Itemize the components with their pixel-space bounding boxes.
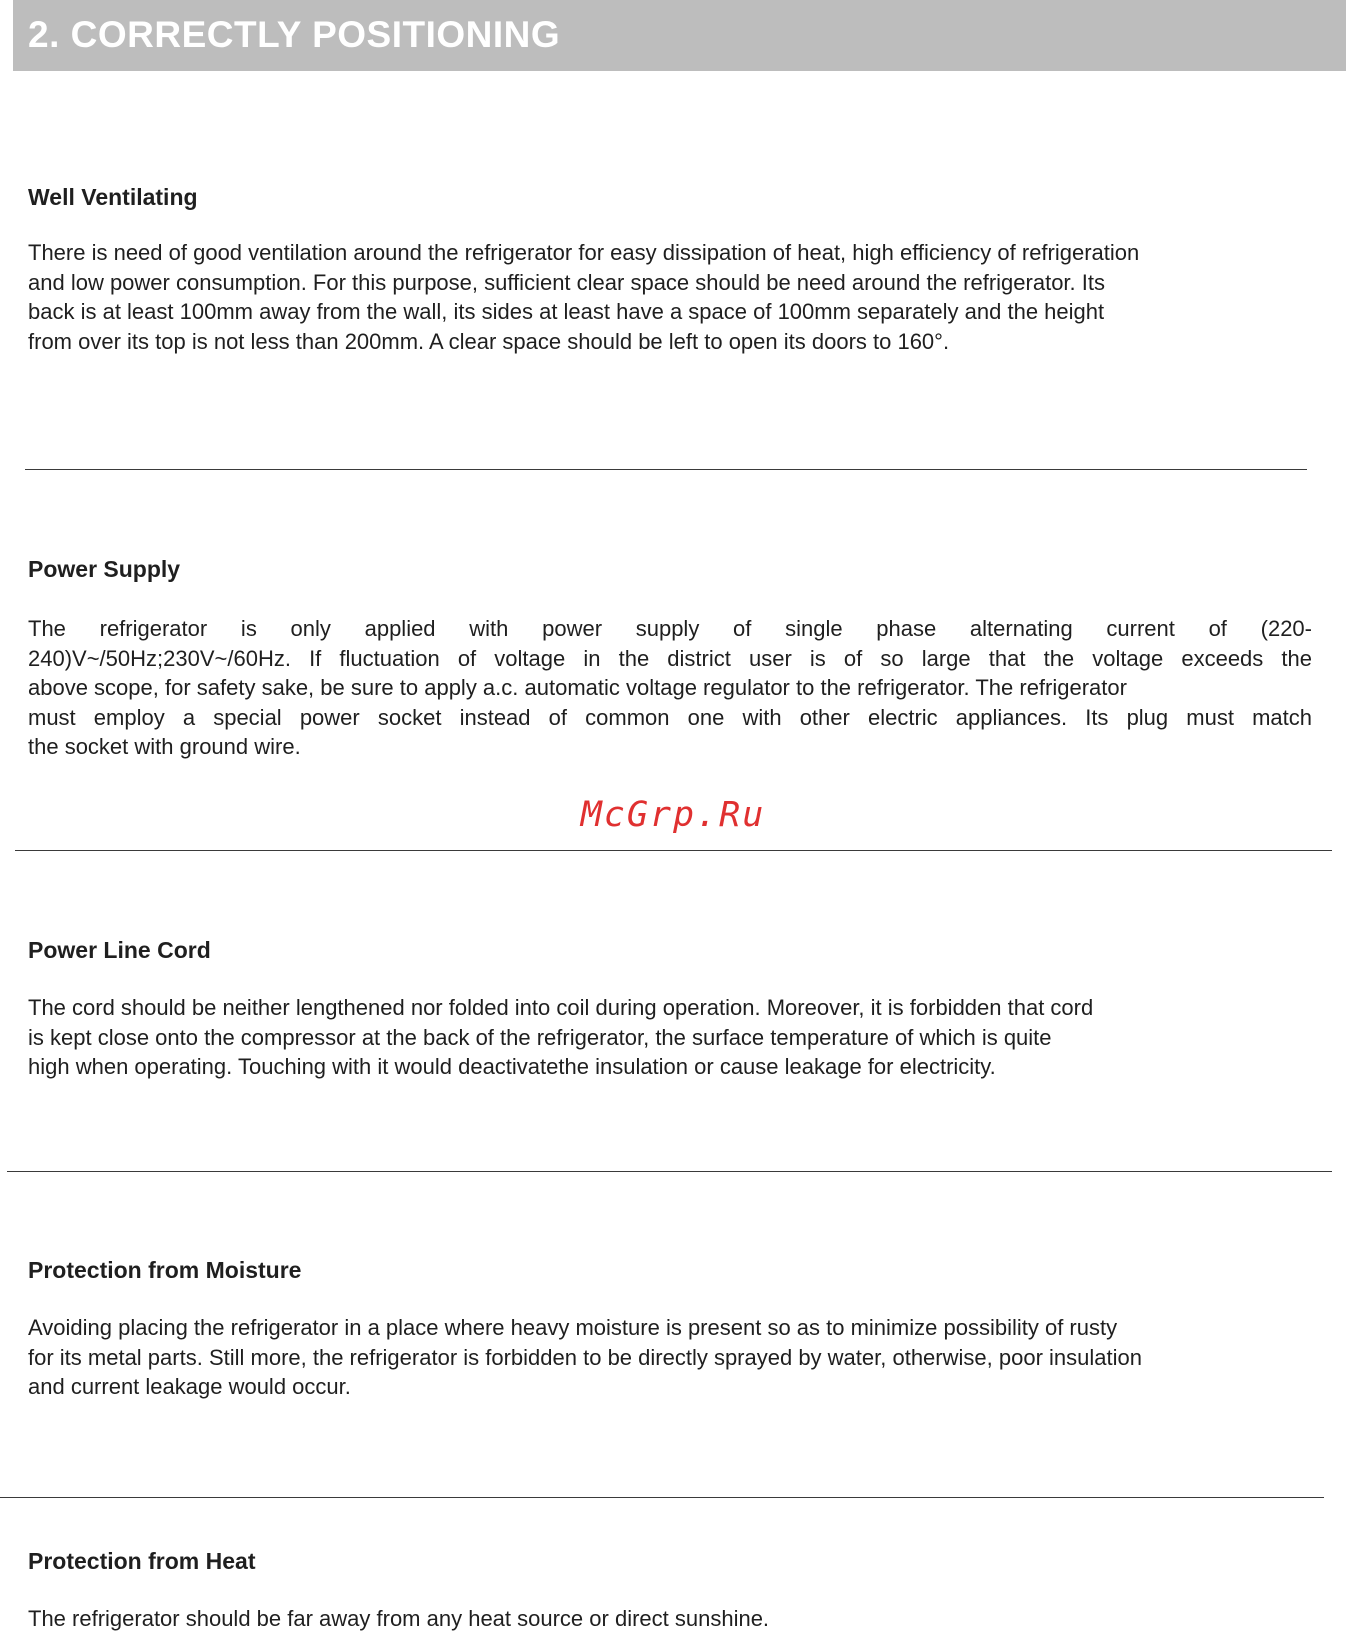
section-divider bbox=[0, 1497, 1324, 1498]
section-divider bbox=[7, 1171, 1332, 1172]
heading-power-supply: Power Supply bbox=[28, 556, 181, 582]
text-line: back is at least 100mm away from the wall, its sides at least have a space of 100mm separately and the height bbox=[28, 299, 1105, 324]
section-divider bbox=[25, 469, 1307, 470]
text-line: above scope, for safety sake, be sure to apply a.c. automatic voltage regulator to the refrigerator. The refrigerator bbox=[28, 675, 1127, 700]
text-line: There is need of good ventilation around the refrigerator for easy dissipation of heat, high efficiency of refrigeration bbox=[28, 240, 1140, 265]
paragraph-power-supply bbox=[28, 614, 1312, 762]
text-line: is kept close onto the compressor at the back of the refrigerator, the surface temperature of which is quite bbox=[28, 1024, 1052, 1050]
watermark-text: McGrp.Ru bbox=[580, 795, 766, 835]
paragraph-protection-from-moisture bbox=[28, 1313, 1312, 1402]
heading-protection-from-moisture: Protection from Moisture bbox=[28, 1257, 302, 1283]
text-line: from over its top is not less than 200mm. A clear space should be left to open its doors to 160°. bbox=[28, 328, 950, 354]
text-line: high when operating. Touching with it would deactivatethe insulation or cause leakage for electricity. bbox=[28, 1054, 996, 1079]
paragraph-power-line-cord bbox=[28, 993, 1312, 1082]
text-line: and low power consumption. For this purpose, sufficient clear space should be need around the refrigerator. Its bbox=[28, 269, 1105, 295]
text-line: The cord should be neither lengthened nor folded into coil during operation. Moreover, it is forbidden that cord bbox=[28, 995, 1094, 1020]
page-title: 2. CORRECTLY POSITIONING bbox=[28, 14, 561, 55]
text-line: the socket with ground wire. bbox=[28, 734, 301, 759]
paragraph-well-ventilating bbox=[28, 238, 1312, 356]
text-line: The refrigerator should be far away from any heat source or direct sunshine. bbox=[28, 1606, 770, 1631]
text-line: and current leakage would occur. bbox=[28, 1374, 351, 1399]
section-title-bar bbox=[13, 0, 1346, 71]
paragraph-protection-from-heat bbox=[28, 1604, 1312, 1634]
section-divider bbox=[15, 850, 1332, 851]
heading-well-ventilating: Well Ventilating bbox=[28, 184, 198, 210]
heading-power-line-cord: Power Line Cord bbox=[28, 937, 211, 963]
heading-protection-from-heat: Protection from Heat bbox=[28, 1548, 256, 1574]
text-line: Avoiding placing the refrigerator in a place where heavy moisture is present so as to minimize possibility of rusty bbox=[28, 1315, 1118, 1340]
text-line: must employ a special power socket instead of common one with other electric appliances. Its plug must match bbox=[28, 704, 1312, 730]
text-line: The refrigerator is only applied with power supply of single phase alternating current of (220- bbox=[28, 616, 1312, 641]
text-line: for its metal parts. Still more, the refrigerator is forbidden to be directly sprayed by water, otherwise, poor insulation bbox=[28, 1344, 1142, 1370]
text-line: 240)V~/50Hz;230V~/60Hz. If fluctuation of voltage in the district user is of so large that the voltage exceeds the bbox=[28, 645, 1312, 671]
